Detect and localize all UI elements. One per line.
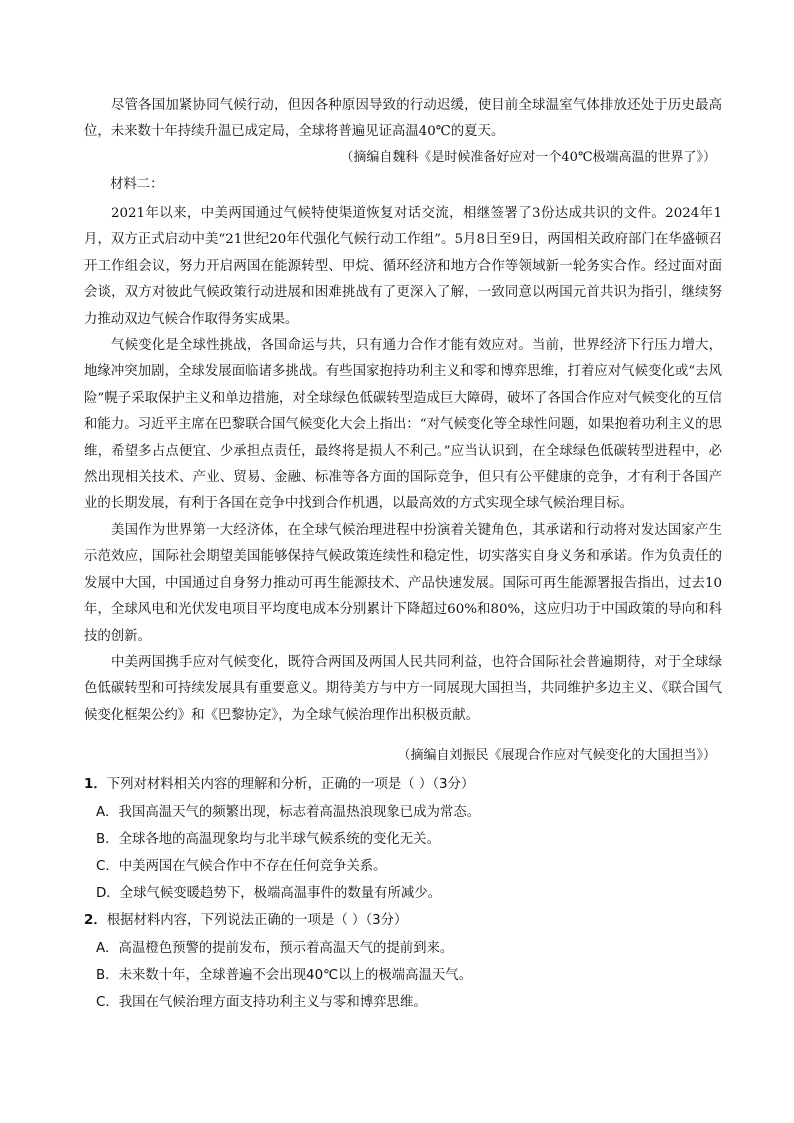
question-number: 1．: [84, 777, 107, 792]
question-stem: 根据材料内容，下列说法正确的一项是（ ）（3分）: [106, 913, 408, 928]
question-2: [84, 911, 724, 931]
question-1-option-c: C．中美两国在气候合作中不存在任何竞争关系。: [96, 859, 387, 874]
material1-source: （摘编自魏科《是时候准备好应对一个40℃极端高温的世界了》）: [340, 150, 716, 165]
material2-body: [84, 201, 722, 729]
material1-paragraph: [84, 93, 722, 146]
question-2-option-c: C．我国在气候治理方面支持功利主义与零和博弈思维。: [96, 995, 427, 1010]
question-1: [84, 775, 724, 795]
paragraph: 尽管各国加紧协同气候行动，但因各种原因导致的行动迟缓，使目前全球温室气体排放还处于历史最高位，未来数十年持续升温已成定局，全球将普遍见证高温40℃的夏天。: [84, 98, 722, 140]
paragraph: 2021年以来，中美两国通过气候特使渠道恢复对话交流，相继签署了3份达成共识的文件。2024年1月，双方正式启动中美“21世纪20年代强化气候行动工作组”。5月8日至9日，两国相关政府部门在华盛顿召开工作组会议，努力开启两国在能源转型、甲烷、循环经济和地方合作等领域新一轮务实合作。经过面对面会谈，双方对彼此气候政策行动进展和困难挑战有了更深入了解，一致同意以两国元首共识为指引，继续努力推动双边气候合作取得务实成果。: [84, 206, 722, 327]
question-stem: 下列对材料相关内容的理解和分析，正确的一项是（ ）（3分）: [106, 777, 475, 792]
question-1-option-d: D．全球气候变暖趋势下，极端高温事件的数量有所减少。: [96, 886, 442, 901]
paragraph: 气候变化是全球性挑战，各国命运与共，只有通力合作才能有效应对。当前，世界经济下行压力增大，地缘冲突加剧，全球发展面临诸多挑战。有些国家抱持功利主义和零和博弈思维，打着应对气候变化或“去风险”幌子采取保护主义和单边措施，对全球绿色低碳转型造成巨大障碍，破坏了各国合作应对气候变化的互信和能力。习近平主席在巴黎联合国气候变化大会上指出：“对气候变化等全球性问题，如果抱着功利主义的思维，希望多占点便宜、少承担点责任，最终将是损人不利己。”应当认识到，在全球绿色低碳转型进程中，必然出现相关技术、产业、贸易、金融、标准等各方面的国际竞争，但只有公平健康的竞争，才有利于各国产业的长期发展，有利于各国在竞争中找到合作机遇，以最高效的方式实现全球气候治理目标。: [84, 338, 722, 512]
question-1-option-a: A．我国高温天气的频繁出现，标志着高温热浪现象已成为常态。: [96, 805, 481, 820]
paragraph: 美国作为世界第一大经济体，在全球气候治理进程中扮演着关键角色，其承诺和行动将对发达国家产生示范效应，国际社会期望美国能够保持气候政策连续性和稳定性，切实落实自身义务和承诺。作为负责任的发展中大国，中国通过自身努力推动可再生能源技术、产品快速发展。国际可再生能源署报告指出，过去10年，全球风电和光伏发电项目平均度电成本分别累计下降超过60%和80%，这应归功于中国政策的导向和科技的创新。: [84, 522, 722, 644]
material2-source: （摘编自刘振民《展现合作应对气候变化的大国担当》）: [397, 748, 716, 763]
question-1-option-b: B．全球各地的高温现象均与北半球气候系统的变化无关。: [96, 832, 440, 847]
question-2-option-b: B．未来数十年，全球普遍不会出现40℃以上的极端高温天气。: [96, 968, 473, 983]
paragraph: 中美两国携手应对气候变化，既符合两国及两国人民共同利益，也符合国际社会普遍期待，对于全球绿色低碳转型和可持续发展具有重要意义。期待美方与中方一同展现大国担当，共同维护多边主义、《联合国气候变化框架公约》和《巴黎协定》，为全球气候治理作出积极贡献。: [84, 654, 722, 723]
material2-label: 材料二：: [110, 177, 164, 192]
question-2-option-a: A．高温橙色预警的提前发布，预示着高温天气的提前到来。: [96, 941, 454, 956]
question-number: 2．: [84, 913, 107, 928]
